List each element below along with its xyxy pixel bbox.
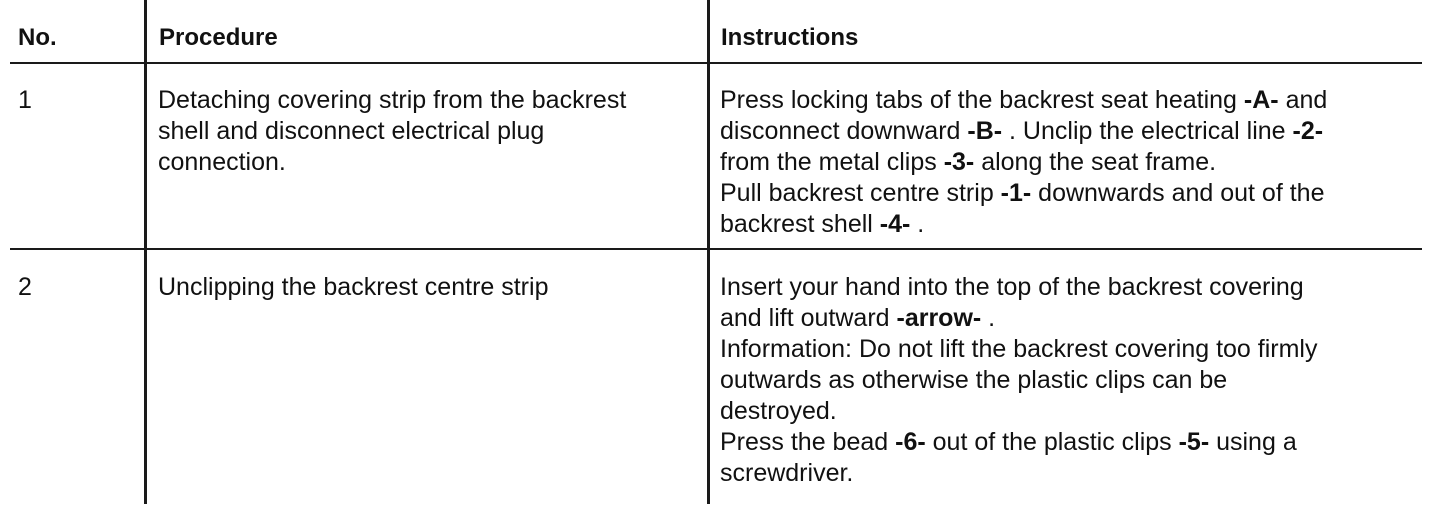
callout-label: -4- [879, 210, 911, 238]
row-1-number: 1 [18, 86, 32, 114]
callout-label: -6- [895, 428, 926, 456]
instruction-text: Press locking tabs of the backrest seat heating [720, 86, 1244, 114]
instruction-text: along the seat frame. [974, 148, 1217, 176]
instruction-text: and [1278, 86, 1328, 114]
instruction-text: and lift outward [720, 304, 897, 332]
header-no: No. [18, 24, 57, 51]
instruction-text: . [910, 210, 925, 238]
column-divider-2 [707, 0, 710, 504]
instruction-text: . Unclip the electrical line [1002, 117, 1293, 145]
header-instructions: Instructions [721, 24, 859, 51]
instruction-line [720, 303, 1317, 334]
instruction-text: downwards and out of the [1031, 179, 1325, 207]
callout-label: -B- [967, 117, 1003, 145]
row-divider [10, 248, 1422, 250]
instruction-line [720, 272, 1317, 303]
instruction-line [720, 85, 1327, 116]
column-divider-1 [144, 0, 147, 504]
instruction-line [720, 365, 1317, 396]
callout-label: -3- [943, 148, 975, 176]
instruction-text: Information: Do not lift the backrest covering too firmly [720, 335, 1318, 363]
instruction-text: using a [1209, 428, 1297, 456]
callout-label: -5- [1178, 428, 1210, 456]
instruction-text: outwards as otherwise the plastic clips can be [720, 366, 1228, 394]
instruction-text: destroyed. [720, 397, 837, 425]
procedure-line: Unclipping the backrest centre strip [158, 273, 549, 301]
row-2-number: 2 [18, 273, 32, 301]
instruction-line [720, 209, 1327, 240]
instruction-text: from the metal clips [720, 148, 944, 176]
instruction-text: screwdriver. [720, 459, 854, 487]
header-procedure: Procedure [159, 24, 278, 51]
callout-label: -1- [1000, 179, 1032, 207]
instruction-line [720, 147, 1327, 178]
instruction-text: Press the bead [720, 428, 896, 456]
procedure-line: shell and disconnect electrical plug [158, 117, 545, 145]
instruction-line [720, 396, 1317, 427]
instruction-line [720, 116, 1327, 147]
instruction-line [720, 334, 1317, 365]
row-2-procedure [158, 272, 548, 303]
instruction-text: out of the plastic clips [925, 428, 1179, 456]
instruction-text: Insert your hand into the top of the backrest covering [720, 273, 1304, 301]
row-1-instructions [720, 85, 1327, 240]
callout-label: -A- [1243, 86, 1279, 114]
header-divider [10, 62, 1422, 64]
row-1-procedure [158, 85, 626, 178]
row-2-instructions [720, 272, 1317, 489]
instruction-line [720, 178, 1327, 209]
procedure-line: Detaching covering strip from the backrest [158, 86, 627, 114]
procedure-line: connection. [158, 148, 286, 176]
instruction-line [720, 427, 1317, 458]
instruction-text: backrest shell [720, 210, 880, 238]
callout-label: -arrow- [896, 304, 982, 332]
instruction-text: disconnect downward [720, 117, 968, 145]
callout-label: -2- [1292, 117, 1324, 145]
instruction-text: Pull backrest centre strip [720, 179, 1001, 207]
instruction-text: . [981, 304, 996, 332]
instruction-line [720, 458, 1317, 489]
